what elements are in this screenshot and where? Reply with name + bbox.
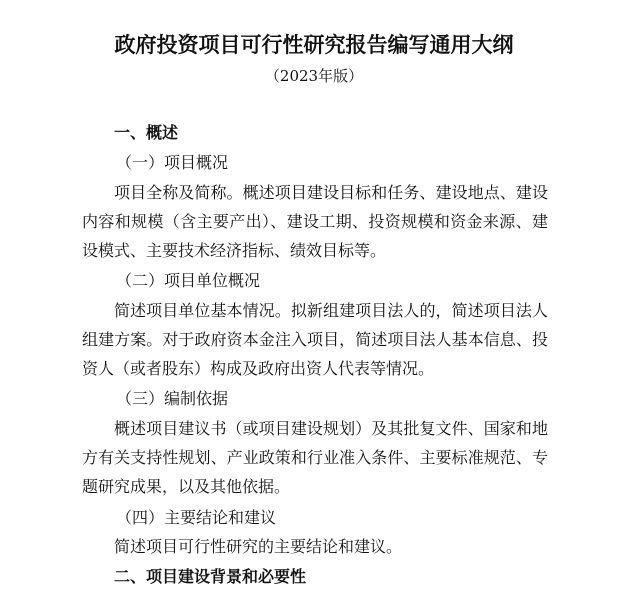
subsection-heading: （四）主要结论和建议 [116,508,277,527]
paragraph: 概述项目建议书（或项目建设规划）及其批复文件、国家和地方有关支持性规划、产业政策和行业准入条件、主要标准规范、专题研究成果，以及其他依据。 [82,419,548,496]
paragraph: 简述项目可行性研究的主要结论和建议。 [114,537,403,556]
subsection-heading: （三）编制依据 [116,389,229,408]
document-subtitle: （2023年版） [264,67,364,85]
subsection-heading: （一）项目概况 [116,153,229,172]
paragraph: 简述项目单位基本情况。拟新组建项目法人的，简述项目法人组建方案。对于政府资本金注入项目，简述项目法人基本信息、投资人（或者股东）构成及政府出资人代表等情况。 [82,301,548,378]
section-heading: 二、项目建设背景和必要性 [114,567,307,586]
subsection-heading: （二）项目单位概况 [116,271,261,290]
paragraph: 项目全称及简称。概述项目建设目标和任务、建设地点、建设内容和规模（含主要产出）、建设工期、投资规模和资金来源、建设模式、主要技术经济指标、绩效目标等。 [82,183,548,260]
section-heading: 一、概述 [114,123,179,142]
document-title: 政府投资项目可行性研究报告编写通用大纲 [114,32,514,57]
